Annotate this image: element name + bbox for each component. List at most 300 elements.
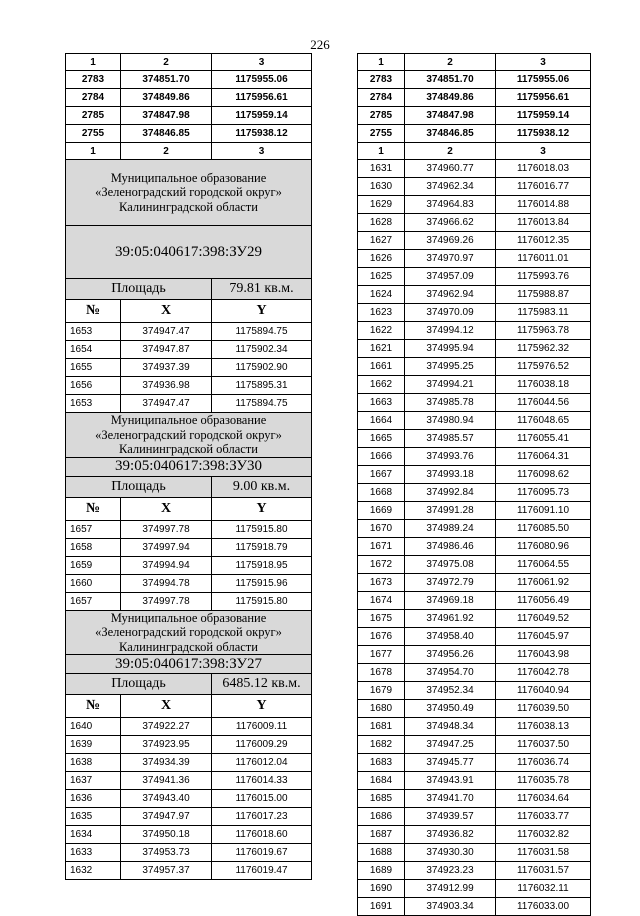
coordinate-row — [358, 196, 591, 214]
point-number-cell: 1684 — [358, 772, 405, 790]
x-cell: 374930.30 — [405, 844, 496, 862]
coordinate-row — [66, 341, 312, 359]
municipality-cell: Муниципальное образование «Зеленоградский городской округ» Калининградской области — [66, 413, 312, 458]
column-number-row — [358, 143, 591, 160]
x-cell: 374961.92 — [405, 610, 496, 628]
x-cell: 374997.78 — [121, 520, 212, 538]
coordinate-row — [358, 412, 591, 430]
coordinate-row — [66, 125, 312, 143]
coordinate-row — [358, 844, 591, 862]
number-header-cell: № — [66, 300, 121, 323]
point-number-cell: 1671 — [358, 538, 405, 556]
y-cell: 1176033.77 — [496, 808, 591, 826]
cadastral-row — [66, 655, 312, 674]
coordinate-row — [358, 808, 591, 826]
coordinate-row — [358, 862, 591, 880]
coordinate-row — [358, 430, 591, 448]
y-cell: 1175915.80 — [212, 520, 312, 538]
y-cell: 1175988.87 — [496, 286, 591, 304]
point-number-cell: 1673 — [358, 574, 405, 592]
x-cell: 374994.78 — [121, 574, 212, 592]
x-cell: 374957.09 — [405, 268, 496, 286]
x-cell: 374947.47 — [121, 395, 212, 413]
point-number-cell: 1688 — [358, 844, 405, 862]
point-number-cell: 1662 — [358, 376, 405, 394]
y-cell: 1175895.31 — [212, 377, 312, 395]
x-cell: 374934.39 — [121, 754, 212, 772]
x-cell: 374945.77 — [405, 754, 496, 772]
column-number-row — [66, 143, 312, 160]
x-cell: 374851.70 — [405, 71, 496, 89]
x-cell: 374936.82 — [405, 826, 496, 844]
x-cell: 374912.99 — [405, 880, 496, 898]
area-value-cell: 9.00 кв.м. — [212, 476, 312, 497]
y-cell: 1176044.56 — [496, 394, 591, 412]
x-cell: 374957.37 — [121, 862, 212, 880]
y-cell: 1176012.04 — [212, 754, 312, 772]
y-header-cell: Y — [212, 300, 312, 323]
point-number-cell: 1664 — [358, 412, 405, 430]
y-cell: 1176033.00 — [496, 898, 591, 916]
x-cell: 374954.70 — [405, 664, 496, 682]
x-cell: 374947.87 — [121, 341, 212, 359]
point-number-cell: 1629 — [358, 196, 405, 214]
x-cell: 374970.97 — [405, 250, 496, 268]
cadastral-row — [66, 226, 312, 279]
point-number-cell: 1660 — [66, 574, 121, 592]
cadastral-number-cell: 39:05:040617:398:ЗУ27 — [66, 655, 312, 674]
coordinate-row — [358, 754, 591, 772]
y-cell: 1175938.12 — [212, 125, 312, 143]
y-cell: 1176012.35 — [496, 232, 591, 250]
point-number-cell: 1622 — [358, 322, 405, 340]
x-cell: 374849.86 — [405, 89, 496, 107]
left-coordinates-table — [65, 53, 312, 880]
municipality-row — [66, 160, 312, 226]
y-cell: 1175894.75 — [212, 323, 312, 341]
y-cell: 1176014.88 — [496, 196, 591, 214]
point-number-cell: 1675 — [358, 610, 405, 628]
x-cell: 374947.47 — [121, 323, 212, 341]
y-cell: 1176031.58 — [496, 844, 591, 862]
coordinate-row — [358, 628, 591, 646]
point-number-cell: 1637 — [66, 772, 121, 790]
y-header-cell: Y — [212, 695, 312, 718]
point-number-cell: 1663 — [358, 394, 405, 412]
point-number-cell: 1657 — [66, 592, 121, 610]
point-number-cell: 1640 — [66, 718, 121, 736]
y-cell: 1175956.61 — [496, 89, 591, 107]
area-label-cell: Площадь — [66, 476, 212, 497]
coordinate-row — [66, 323, 312, 341]
cadastral-row — [66, 457, 312, 476]
y-cell: 1176085.50 — [496, 520, 591, 538]
coordinate-row — [358, 89, 591, 107]
y-cell: 1176009.11 — [212, 718, 312, 736]
area-value-cell: 79.81 кв.м. — [212, 279, 312, 300]
column-number-cell: 1 — [358, 143, 405, 160]
point-number-cell: 1653 — [66, 323, 121, 341]
y-cell: 1176048.65 — [496, 412, 591, 430]
point-number-cell: 1680 — [358, 700, 405, 718]
x-cell: 374966.62 — [405, 214, 496, 232]
point-number-cell: 1679 — [358, 682, 405, 700]
x-cell: 374962.94 — [405, 286, 496, 304]
y-cell: 1176080.96 — [496, 538, 591, 556]
point-number-cell: 2785 — [358, 107, 405, 125]
point-number-cell: 1659 — [66, 556, 121, 574]
y-cell: 1175915.96 — [212, 574, 312, 592]
coordinate-row — [358, 232, 591, 250]
coordinate-row — [358, 736, 591, 754]
coordinate-row — [66, 556, 312, 574]
x-cell: 374964.83 — [405, 196, 496, 214]
coordinate-row — [358, 502, 591, 520]
x-cell: 374923.23 — [405, 862, 496, 880]
x-cell: 374958.40 — [405, 628, 496, 646]
coordinate-row — [358, 538, 591, 556]
y-cell: 1176032.82 — [496, 826, 591, 844]
y-cell: 1176055.41 — [496, 430, 591, 448]
y-cell: 1175959.14 — [496, 107, 591, 125]
y-cell: 1176045.97 — [496, 628, 591, 646]
area-label-cell: Площадь — [66, 279, 212, 300]
x-cell: 374970.09 — [405, 304, 496, 322]
coordinate-row — [358, 556, 591, 574]
x-cell: 374986.46 — [405, 538, 496, 556]
point-number-cell: 2755 — [66, 125, 121, 143]
point-number-cell: 1634 — [66, 826, 121, 844]
coordinate-row — [66, 574, 312, 592]
point-number-cell: 1687 — [358, 826, 405, 844]
x-cell: 374943.91 — [405, 772, 496, 790]
point-number-cell: 1670 — [358, 520, 405, 538]
y-cell: 1175993.76 — [496, 268, 591, 286]
municipality-row — [66, 610, 312, 655]
x-cell: 374903.34 — [405, 898, 496, 916]
coordinate-row — [358, 826, 591, 844]
point-number-cell: 2783 — [66, 71, 121, 89]
point-number-cell: 1674 — [358, 592, 405, 610]
point-number-cell: 1677 — [358, 646, 405, 664]
point-number-cell: 1654 — [66, 341, 121, 359]
y-cell: 1176036.74 — [496, 754, 591, 772]
coordinate-row — [358, 718, 591, 736]
coordinate-row — [66, 359, 312, 377]
y-cell: 1176064.55 — [496, 556, 591, 574]
point-number-cell: 1667 — [358, 466, 405, 484]
area-row — [66, 476, 312, 497]
y-cell: 1175918.95 — [212, 556, 312, 574]
x-cell: 374991.28 — [405, 502, 496, 520]
coordinate-row — [358, 484, 591, 502]
column-number-row — [358, 54, 591, 71]
coordinate-row — [66, 718, 312, 736]
coordinate-row — [358, 592, 591, 610]
y-cell: 1176042.78 — [496, 664, 591, 682]
y-cell: 1176095.73 — [496, 484, 591, 502]
point-number-cell: 1678 — [358, 664, 405, 682]
x-cell: 374985.57 — [405, 430, 496, 448]
x-cell: 374950.18 — [121, 826, 212, 844]
point-number-cell: 1669 — [358, 502, 405, 520]
coordinate-row — [66, 844, 312, 862]
point-number-cell: 1689 — [358, 862, 405, 880]
coordinate-row — [358, 898, 591, 916]
column-number-cell: 1 — [66, 54, 121, 71]
point-number-cell: 1623 — [358, 304, 405, 322]
y-cell: 1176019.47 — [212, 862, 312, 880]
x-cell: 374994.94 — [121, 556, 212, 574]
y-cell: 1175983.11 — [496, 304, 591, 322]
y-cell: 1176091.10 — [496, 502, 591, 520]
column-number-row — [66, 54, 312, 71]
point-number-cell: 1668 — [358, 484, 405, 502]
y-cell: 1176009.29 — [212, 736, 312, 754]
point-number-cell: 1691 — [358, 898, 405, 916]
y-cell: 1176061.92 — [496, 574, 591, 592]
coordinate-row — [358, 71, 591, 89]
x-cell: 374936.98 — [121, 377, 212, 395]
coordinate-row — [358, 448, 591, 466]
x-cell: 374847.98 — [405, 107, 496, 125]
y-cell: 1175902.34 — [212, 341, 312, 359]
coordinate-row — [358, 214, 591, 232]
x-cell: 374937.39 — [121, 359, 212, 377]
municipality-row — [66, 413, 312, 458]
y-cell: 1176013.84 — [496, 214, 591, 232]
x-header-cell: X — [121, 497, 212, 520]
point-number-cell: 1690 — [358, 880, 405, 898]
x-cell: 374941.36 — [121, 772, 212, 790]
column-number-cell: 2 — [405, 143, 496, 160]
point-number-cell: 1628 — [358, 214, 405, 232]
point-number-cell: 1658 — [66, 538, 121, 556]
point-number-cell: 1656 — [66, 377, 121, 395]
coordinate-row — [66, 107, 312, 125]
municipality-cell: Муниципальное образование «Зеленоградский городской округ» Калининградской области — [66, 160, 312, 226]
coordinate-row — [358, 790, 591, 808]
point-number-cell: 1686 — [358, 808, 405, 826]
x-cell: 374960.77 — [405, 160, 496, 178]
y-cell: 1176098.62 — [496, 466, 591, 484]
coordinate-row — [66, 89, 312, 107]
column-number-cell: 3 — [212, 54, 312, 71]
point-number-cell: 1657 — [66, 520, 121, 538]
y-cell: 1175959.14 — [212, 107, 312, 125]
point-number-cell: 1653 — [66, 395, 121, 413]
xy-header-row — [66, 497, 312, 520]
point-number-cell: 2755 — [358, 125, 405, 143]
area-row — [66, 279, 312, 300]
point-number-cell: 2785 — [66, 107, 121, 125]
coordinate-row — [358, 610, 591, 628]
point-number-cell: 1633 — [66, 844, 121, 862]
point-number-cell: 1683 — [358, 754, 405, 772]
coordinate-row — [358, 250, 591, 268]
coordinate-row — [66, 736, 312, 754]
coordinate-row — [358, 682, 591, 700]
coordinate-row — [358, 340, 591, 358]
y-cell: 1176064.31 — [496, 448, 591, 466]
y-cell: 1175956.61 — [212, 89, 312, 107]
y-cell: 1176034.64 — [496, 790, 591, 808]
point-number-cell: 1635 — [66, 808, 121, 826]
coordinate-row — [66, 520, 312, 538]
coordinate-row — [66, 538, 312, 556]
x-cell: 374985.78 — [405, 394, 496, 412]
left-table-body — [66, 54, 312, 880]
y-cell: 1175962.32 — [496, 340, 591, 358]
coordinate-row — [66, 862, 312, 880]
x-cell: 374994.12 — [405, 322, 496, 340]
y-cell: 1176038.13 — [496, 718, 591, 736]
coordinate-row — [66, 808, 312, 826]
y-cell: 1176037.50 — [496, 736, 591, 754]
y-cell: 1176018.03 — [496, 160, 591, 178]
column-number-cell: 1 — [66, 143, 121, 160]
x-cell: 374923.95 — [121, 736, 212, 754]
coordinate-row — [66, 772, 312, 790]
point-number-cell: 1631 — [358, 160, 405, 178]
coordinate-row — [358, 107, 591, 125]
coordinate-row — [358, 376, 591, 394]
coordinate-row — [66, 592, 312, 610]
coordinate-row — [358, 268, 591, 286]
coordinate-row — [358, 160, 591, 178]
x-cell: 374993.18 — [405, 466, 496, 484]
x-cell: 374995.94 — [405, 340, 496, 358]
column-number-cell: 2 — [405, 54, 496, 71]
x-cell: 374956.26 — [405, 646, 496, 664]
y-cell: 1175963.78 — [496, 322, 591, 340]
y-cell: 1176011.01 — [496, 250, 591, 268]
x-cell: 374969.26 — [405, 232, 496, 250]
y-cell: 1176019.67 — [212, 844, 312, 862]
point-number-cell: 2783 — [358, 71, 405, 89]
number-header-cell: № — [66, 497, 121, 520]
cadastral-number-cell: 39:05:040617:398:ЗУ29 — [66, 226, 312, 279]
y-cell: 1175955.06 — [496, 71, 591, 89]
coordinate-row — [358, 700, 591, 718]
y-cell: 1176056.49 — [496, 592, 591, 610]
area-row — [66, 674, 312, 695]
coordinate-row — [66, 790, 312, 808]
number-header-cell: № — [66, 695, 121, 718]
point-number-cell: 1665 — [358, 430, 405, 448]
x-cell: 374953.73 — [121, 844, 212, 862]
xy-header-row — [66, 695, 312, 718]
coordinate-row — [66, 754, 312, 772]
x-cell: 374846.85 — [121, 125, 212, 143]
point-number-cell: 1632 — [66, 862, 121, 880]
point-number-cell: 1624 — [358, 286, 405, 304]
x-cell: 374980.94 — [405, 412, 496, 430]
y-cell: 1176016.77 — [496, 178, 591, 196]
x-cell: 374969.18 — [405, 592, 496, 610]
y-cell: 1176043.98 — [496, 646, 591, 664]
point-number-cell: 2784 — [66, 89, 121, 107]
y-cell: 1175938.12 — [496, 125, 591, 143]
x-header-cell: X — [121, 300, 212, 323]
y-cell: 1175902.90 — [212, 359, 312, 377]
point-number-cell: 1685 — [358, 790, 405, 808]
y-cell: 1176038.18 — [496, 376, 591, 394]
x-header-cell: X — [121, 695, 212, 718]
y-cell: 1175955.06 — [212, 71, 312, 89]
coordinate-row — [66, 377, 312, 395]
column-number-cell: 3 — [212, 143, 312, 160]
x-cell: 374995.25 — [405, 358, 496, 376]
y-cell: 1176032.11 — [496, 880, 591, 898]
coordinate-row — [358, 178, 591, 196]
right-table-body — [358, 54, 591, 916]
coordinate-row — [358, 646, 591, 664]
coordinate-row — [358, 664, 591, 682]
coordinate-row — [358, 880, 591, 898]
y-cell: 1176014.33 — [212, 772, 312, 790]
point-number-cell: 1655 — [66, 359, 121, 377]
cadastral-number-cell: 39:05:040617:398:ЗУ30 — [66, 457, 312, 476]
coordinate-row — [358, 304, 591, 322]
coordinate-row — [358, 394, 591, 412]
coordinate-row — [358, 574, 591, 592]
x-cell: 374975.08 — [405, 556, 496, 574]
y-cell: 1176035.78 — [496, 772, 591, 790]
point-number-cell: 1621 — [358, 340, 405, 358]
coordinate-row — [358, 772, 591, 790]
x-cell: 374962.34 — [405, 178, 496, 196]
column-number-cell: 2 — [121, 143, 212, 160]
x-cell: 374993.76 — [405, 448, 496, 466]
y-cell: 1176031.57 — [496, 862, 591, 880]
xy-header-row — [66, 300, 312, 323]
y-cell: 1176015.00 — [212, 790, 312, 808]
y-cell: 1175894.75 — [212, 395, 312, 413]
point-number-cell: 1661 — [358, 358, 405, 376]
y-cell: 1176040.94 — [496, 682, 591, 700]
municipality-cell: Муниципальное образование «Зеленоградский городской округ» Калининградской области — [66, 610, 312, 655]
y-cell: 1175915.80 — [212, 592, 312, 610]
y-cell: 1176039.50 — [496, 700, 591, 718]
x-cell: 374851.70 — [121, 71, 212, 89]
x-cell: 374950.49 — [405, 700, 496, 718]
coordinate-row — [66, 826, 312, 844]
right-coordinates-table — [357, 53, 591, 916]
point-number-cell: 1626 — [358, 250, 405, 268]
point-number-cell: 1672 — [358, 556, 405, 574]
coordinate-row — [358, 466, 591, 484]
coordinate-row — [358, 520, 591, 538]
x-cell: 374992.84 — [405, 484, 496, 502]
coordinate-row — [358, 125, 591, 143]
point-number-cell: 1666 — [358, 448, 405, 466]
point-number-cell: 1625 — [358, 268, 405, 286]
column-number-cell: 1 — [358, 54, 405, 71]
column-number-cell: 2 — [121, 54, 212, 71]
coordinate-row — [358, 322, 591, 340]
x-cell: 374846.85 — [405, 125, 496, 143]
y-cell: 1175918.79 — [212, 538, 312, 556]
page-number: 226 — [310, 37, 330, 52]
x-cell: 374922.27 — [121, 718, 212, 736]
x-cell: 374947.97 — [121, 808, 212, 826]
point-number-cell: 1630 — [358, 178, 405, 196]
point-number-cell: 1639 — [66, 736, 121, 754]
point-number-cell: 1627 — [358, 232, 405, 250]
y-header-cell: Y — [212, 497, 312, 520]
x-cell: 374997.78 — [121, 592, 212, 610]
